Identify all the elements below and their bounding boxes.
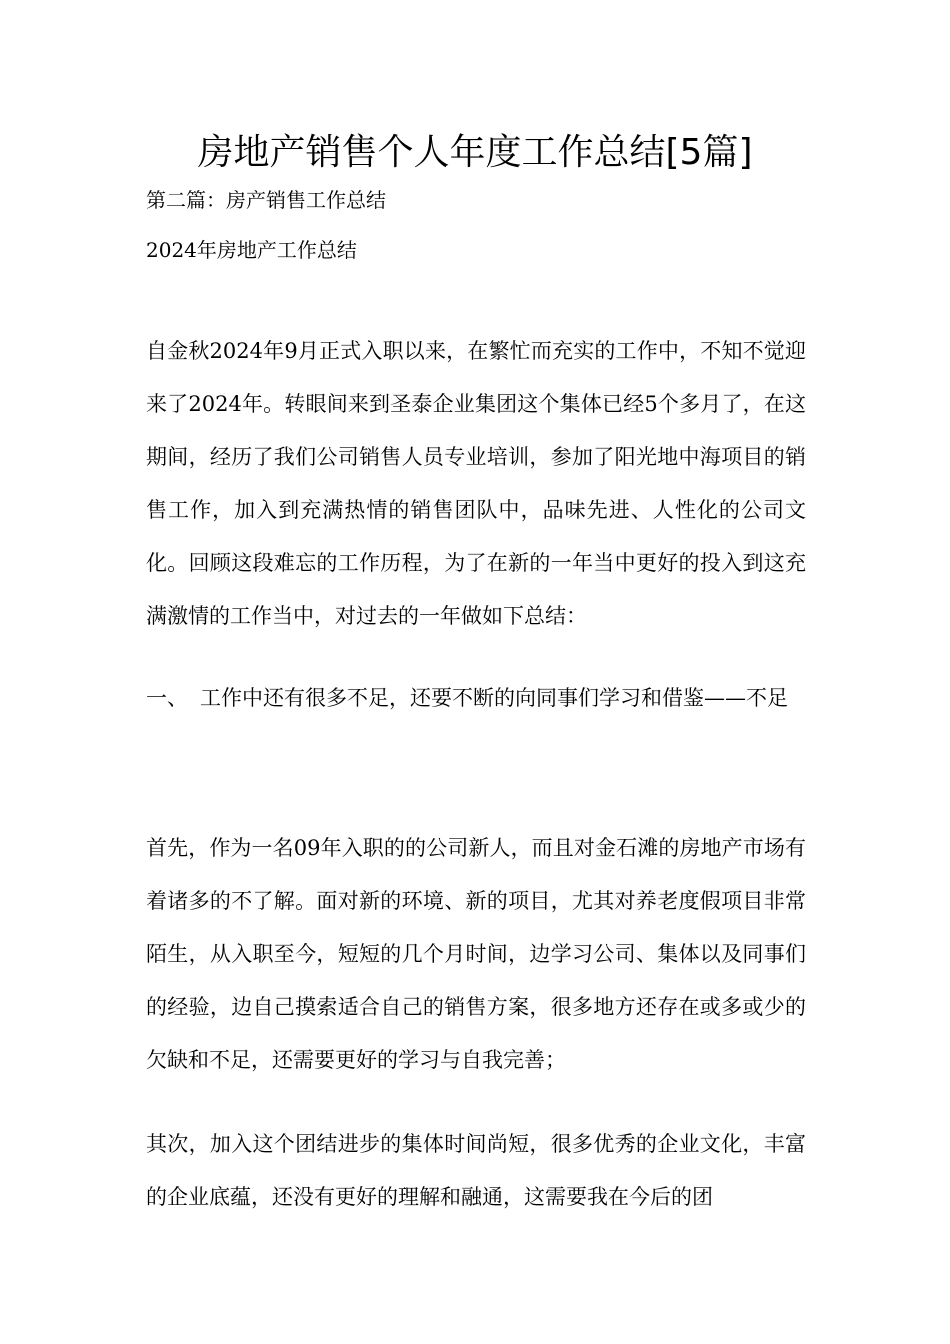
section-heading-text: 工作中还有很多不足，还要不断的向同事们学习和借鉴——不足	[200, 686, 788, 710]
document-subtitle-year: 2024年房地产工作总结	[146, 238, 357, 262]
document-title: 房地产销售个人年度工作总结[5篇]	[197, 132, 753, 173]
paragraph-second: 其次，加入这个团结进步的集体时间尚短，很多优秀的企业文化，丰富的企业底蕴，还没有更好的理解和融通，这需要我在今后的团	[146, 1132, 806, 1209]
paragraph-first: 首先，作为一名09年入职的的公司新人，而且对金石滩的房地产市场有着诸多的不了解。面对新的环境、新的项目，尤其对养老度假项目非常陌生，从入职至今，短短的几个月时间，边学习公司、集体以及同事们的经验，边自己摸索适合自己的销售方案，很多地方还存在或多或少的欠缺和不足，还需要更好的学习与自我完善；	[146, 836, 806, 1072]
section-heading-1	[146, 672, 806, 725]
section-number: 一、	[146, 686, 188, 710]
document-subtitle: 第二篇：房产销售工作总结	[146, 188, 386, 212]
paragraph-intro: 自金秋2024年9月正式入职以来，在繁忙而充实的工作中，不知不觉迎来了2024年。转眼间来到圣泰企业集团这个集体已经5个多月了，在这期间，经历了我们公司销售人员专业培训，参加了阳光地中海项目的销售工作，加入到充满热情的销售团队中，品味先进、人性化的公司文化。回顾这段难忘的工作历程，为了在新的一年当中更好的投入到这充满激情的工作当中，对过去的一年做如下总结：	[146, 339, 806, 628]
